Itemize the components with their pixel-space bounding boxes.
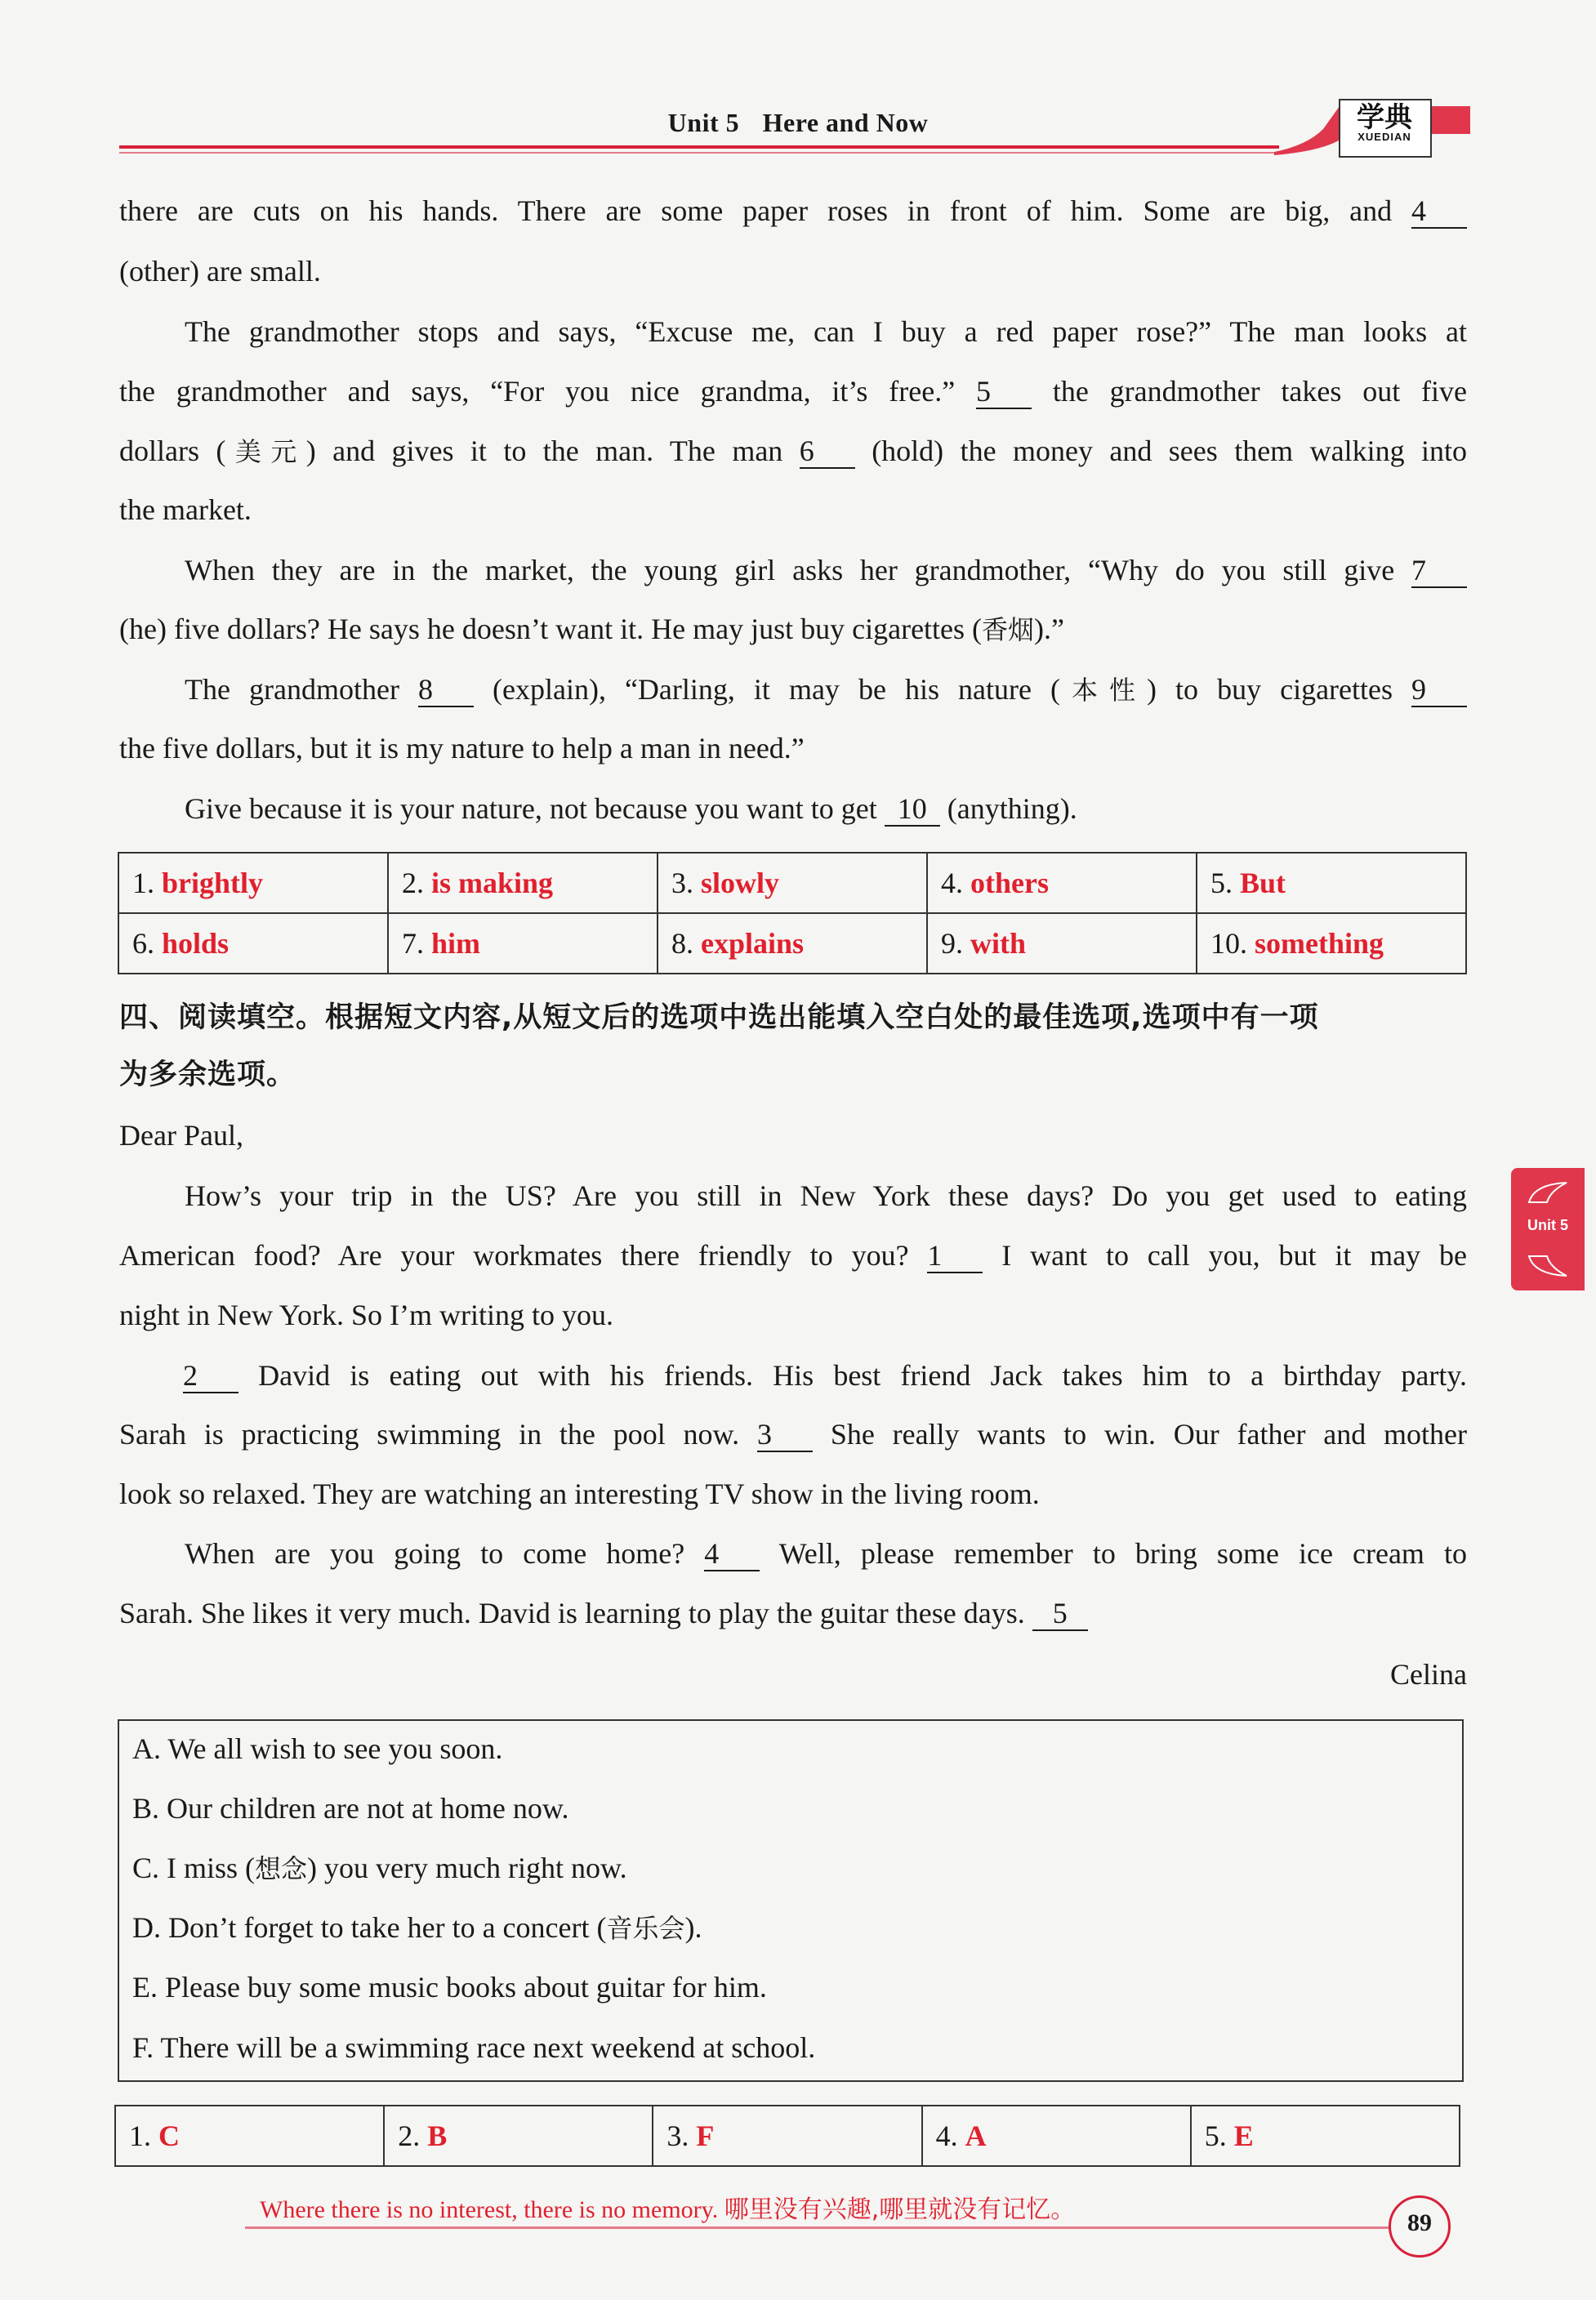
- header-rule: [119, 145, 1279, 149]
- letter-line: 2 David is eating out with his friends. His best friend Jack takes him to a birthday party.: [183, 1359, 1467, 1392]
- answer-cell: 6. holds: [118, 913, 388, 974]
- footer-motto: Where there is no interest, there is no memory. 哪里没有兴趣,哪里就没有记忆。: [260, 2195, 1076, 2224]
- wing-icon: [1526, 1251, 1570, 1279]
- blank-7: 7: [1411, 554, 1467, 588]
- answer-cell: 4. A: [922, 2106, 1191, 2166]
- answer-cell: 10. something: [1197, 913, 1466, 974]
- letter-line: night in New York. So I’m writing to you.: [119, 1299, 614, 1331]
- answer-cell: 5. E: [1191, 2106, 1460, 2166]
- blank-5: 5: [976, 375, 1032, 409]
- footer-rule: [245, 2226, 1389, 2229]
- section-heading: 四、阅读填空。根据短文内容,从短文后的选项中选出能填入空白处的最佳选项,选项中有一项: [119, 1001, 1319, 1034]
- passage-line: The grandmother 8 (explain), “Darling, it may be his nature (本性) to buy cigarettes 9: [185, 670, 1467, 710]
- blank-3: 3: [757, 1418, 813, 1452]
- letter-line: When are you going to come home? 4 Well, please remember to bring some ice cream to: [185, 1537, 1467, 1570]
- passage-line: dollars (美元) and gives it to the man. The man 6 (hold) the money and sees them walking into: [119, 435, 1468, 467]
- answer-cell: 5. But: [1197, 853, 1466, 913]
- letter-line: How’s your trip in the US? Are you still in New York these days? Do you get used to eating: [185, 1179, 1467, 1212]
- section-heading-cont: 为多余选项。: [119, 1059, 296, 1091]
- passage-line: When they are in the market, the young girl asks her grandmother, “Why do you still give 7: [185, 550, 1467, 590]
- answer-cell: 9. with: [927, 913, 1197, 974]
- blank-4: 4: [1411, 194, 1467, 229]
- passage-line: the market.: [119, 493, 252, 526]
- passage-line: The grandmother stops and says, “Excuse me, can I buy a red paper rose?” The man looks at: [185, 315, 1467, 348]
- blank-4: 4: [704, 1537, 760, 1571]
- table-row: [115, 2106, 1460, 2166]
- passage-line: there are cuts on his hands. There are some paper roses in front of him. Some are big, and 4: [119, 191, 1467, 230]
- passage-line: Give because it is your nature, not because you want to get 10 (anything).: [185, 792, 1077, 825]
- answer-cell: 2. B: [384, 2106, 653, 2166]
- letter-line: Sarah. She likes it very much. David is learning to play the guitar these days. 5: [119, 1594, 1467, 1633]
- letter-signature: Celina: [1390, 1658, 1467, 1691]
- logo-subtext: XUEDIAN: [1357, 131, 1411, 143]
- table-row: [118, 853, 1466, 913]
- header-unit: Unit 5: [667, 108, 740, 137]
- side-tab-label: Unit 5: [1527, 1217, 1568, 1233]
- blank-5: 5: [1032, 1597, 1088, 1631]
- letter-line: American food? Are your workmates there friendly to you? 1 I want to call you, but it may be: [119, 1239, 1468, 1272]
- page-number: 89: [1407, 2209, 1432, 2236]
- options-box: [118, 1719, 1464, 2082]
- option-e: E. Please buy some music books about guitar for him.: [132, 1971, 767, 2004]
- answer-cell: 3. F: [653, 2106, 921, 2166]
- table-row: [118, 913, 1466, 974]
- logo-text: 学典: [1357, 101, 1412, 134]
- passage-line: the five dollars, but it is my nature to help a man in need.”: [119, 732, 805, 764]
- option-b: B. Our children are not at home now.: [132, 1792, 569, 1825]
- header-rule-thin: [119, 152, 1279, 154]
- answer-cell: 7. him: [388, 913, 658, 974]
- option-a: A. We all wish to see you soon.: [132, 1732, 503, 1765]
- wing-icon: [1526, 1179, 1570, 1207]
- answer-cell: 1. brightly: [118, 853, 388, 913]
- blank-6: 6: [800, 435, 855, 469]
- blank-10: 10: [885, 792, 940, 827]
- answer-cell: 4. others: [927, 853, 1197, 913]
- letter-line: look so relaxed. They are watching an interesting TV show in the living room.: [119, 1478, 1040, 1510]
- answer-cell: 8. explains: [658, 913, 927, 974]
- option-f: F. There will be a swimming race next weekend at school.: [132, 2031, 816, 2064]
- letter-line: Sarah is practicing swimming in the pool now. 3 She really wants to win. Our father and mother: [119, 1418, 1468, 1451]
- letter-greeting: Dear Paul,: [119, 1119, 243, 1152]
- blank-1: 1: [927, 1239, 983, 1273]
- blank-8: 8: [418, 673, 474, 707]
- answer-cell: 2. is making: [388, 853, 658, 913]
- passage-line: the grandmother and says, “For you nice grandma, it’s free.” 5 the grandmother takes out five: [119, 375, 1467, 408]
- header-title-text: Here and Now: [762, 108, 929, 137]
- unit-side-tab: [1511, 1168, 1585, 1290]
- answer-cell: 3. slowly: [658, 853, 927, 913]
- option-d: D. Don’t forget to take her to a concert (音乐会).: [132, 1911, 702, 1944]
- blank-2: 2: [183, 1359, 239, 1393]
- answer-cell: 1. C: [115, 2106, 384, 2166]
- answer-table-1: [118, 852, 1467, 974]
- option-c: C. I miss (想念) you very much right now.: [132, 1852, 627, 1884]
- blank-9: 9: [1411, 673, 1467, 707]
- answer-table-2: [114, 2105, 1460, 2167]
- passage-line: (other) are small.: [119, 255, 321, 288]
- passage-line: (he) five dollars? He says he doesn’t want it. He may just buy cigarettes (香烟).”: [119, 613, 1065, 645]
